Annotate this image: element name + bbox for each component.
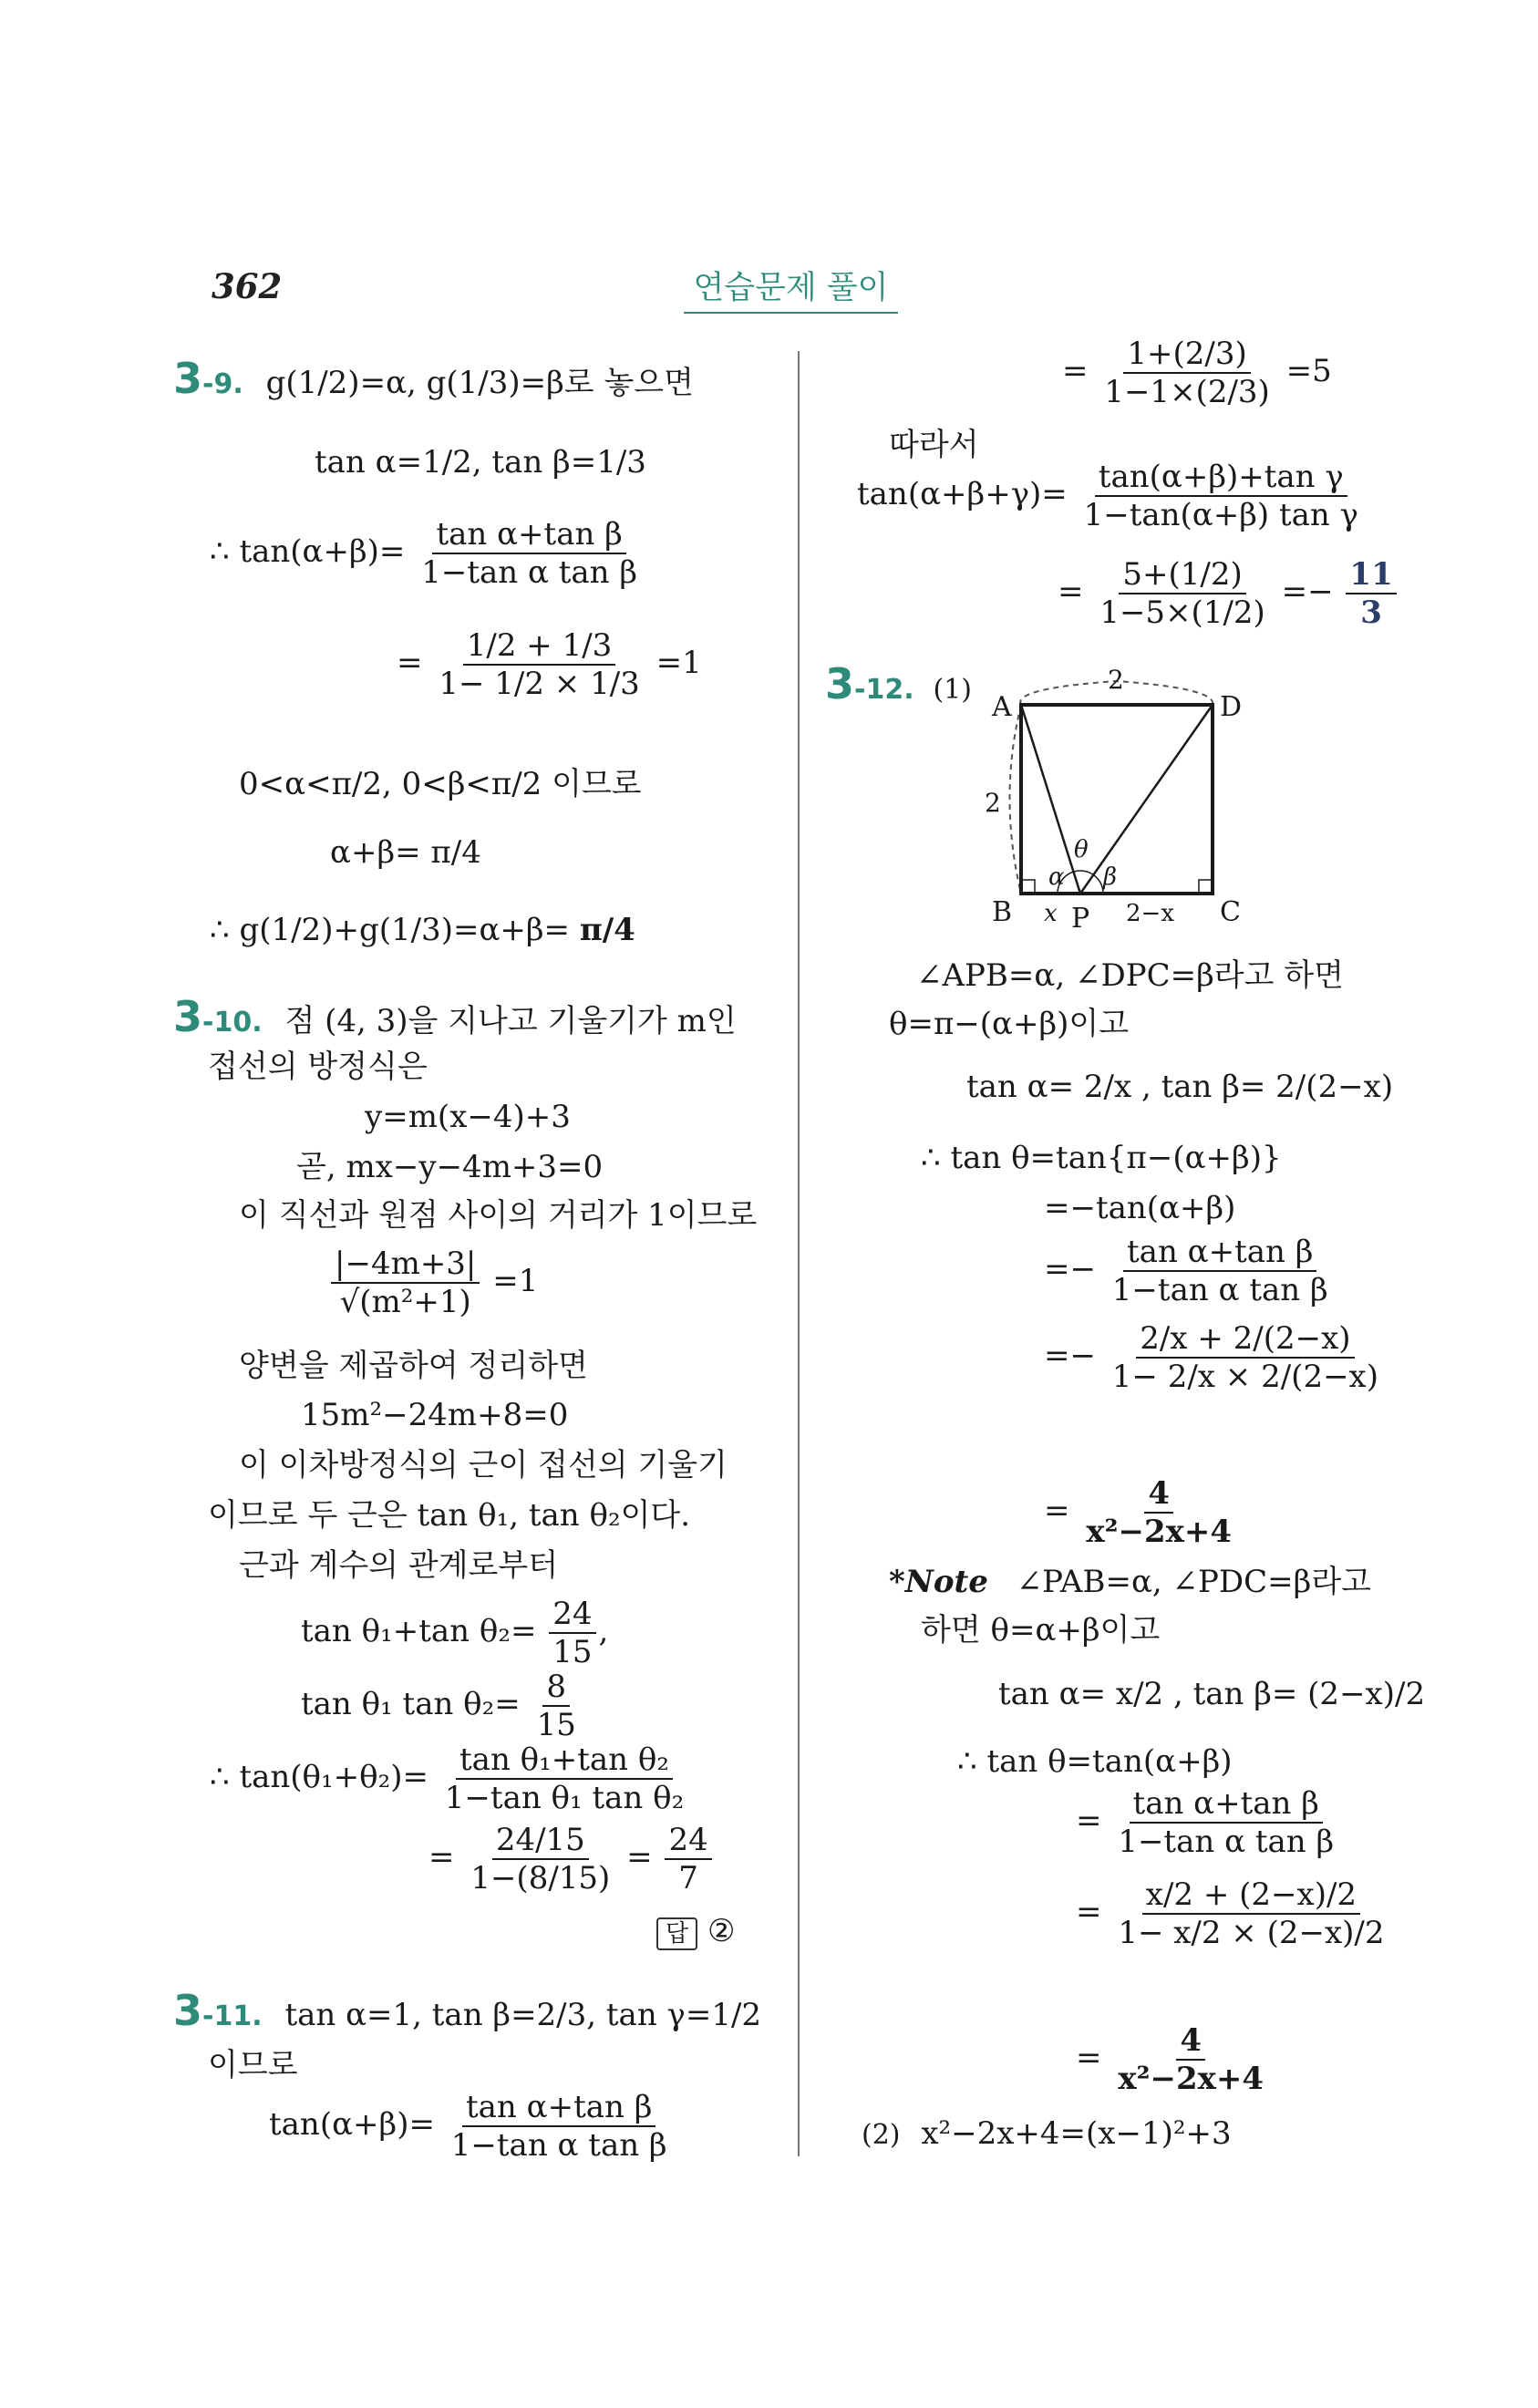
formula-line: tan(α+β+γ)= $\frac{\text{tan(α+β)+tan γ}}{\text{1−tan(α+β) tan γ}}$ (857, 459, 1358, 533)
label-D: D (1220, 691, 1243, 723)
square-diagram (966, 661, 1258, 935)
solution-line: 이 이차방정식의 근이 접선의 기울기 (239, 1447, 728, 1483)
label-rest: 2−x (1126, 900, 1174, 927)
problem-number: 3-11. tan α=1, tan β=2/3, tan γ=1/2 (173, 1986, 762, 2035)
problem-text: g(1/2)=α, g(1/3)=β로 놓으면 (265, 365, 694, 401)
page-number: 362 (212, 266, 283, 306)
solution-line: α+β= π/4 (330, 834, 481, 871)
label-alpha: α (1048, 863, 1065, 891)
formula-line: = $\frac{1/2 + 1/3}{1- 1/2 \times 1/3}$ =1 (397, 627, 702, 702)
problem-text: tan α=1, tan β=2/3, tan γ=1/2 (284, 1997, 762, 2033)
solution-line: y=m(x−4)+3 (365, 1099, 571, 1135)
formula-line: tan(α+β)= $\frac{\text{tan α+tan β}}{\text{1−tan α tan β}}$ (269, 2089, 667, 2164)
formula-line: = $\frac{x/2 + (2-x)/2}{1- x/2 \times (2-x)/2}$ (1076, 1876, 1385, 1951)
formula-line: $\frac{|-4m+3|}{\text{√(m²+1)}}$ =1 (328, 1247, 538, 1318)
label-left-length: 2 (985, 788, 1001, 818)
formula-line: = $\frac{24/15}{1-(8/15)}$ = $\frac{24}{7}$ (428, 1824, 715, 1895)
label-theta: θ (1074, 836, 1089, 863)
solution-line: 곧, mx−y−4m+3=0 (296, 1149, 604, 1185)
formula-line: = $\frac{4}{\text{x²−2x+4}}$ (1076, 2022, 1264, 2097)
label-top-length: 2 (1108, 665, 1124, 695)
formula-line: = $\frac{\text{tan α+tan β}}{\text{1−tan α tan β}}$ (1076, 1785, 1335, 1860)
solution-line: 이므로 두 근은 tan θ₁, tan θ₂이다. (208, 1497, 691, 1534)
formula-line: ∴ tan(θ₁+θ₂)= $\frac{\text{tan θ₁+tan θ₂}}{\text{1−tan θ₁ tan θ₂}}$ (210, 1741, 685, 1816)
solution-line: ∴ tan θ=tan{π−(α+β)} (921, 1140, 1282, 1176)
solution-line: 15m²−24m+8=0 (301, 1397, 569, 1433)
solution-line: tan α= 2/x , tan β= 2/(2−x) (966, 1069, 1394, 1105)
solution-line: 양변을 제곱하여 정리하면 (239, 1348, 588, 1384)
label-A: A (992, 691, 1012, 723)
solution-line: tan α= x/2 , tan β= (2−x)/2 (998, 1676, 1426, 1712)
solution-line: =−tan(α+β) (1044, 1190, 1236, 1226)
problem-number: 3-9. g(1/2)=α, g(1/3)=β로 놓으면 (173, 354, 694, 403)
solution-line: (2) x²−2x+4=(x−1)²+3 (862, 2115, 1232, 2152)
solution-line: 따라서 (889, 427, 979, 463)
solution-line: ∠APB=α, ∠DPC=β라고 하면 (916, 957, 1344, 994)
page-header-title: 연습문제 풀이 (684, 263, 898, 314)
solution-line: 하면 θ=α+β이고 (921, 1612, 1161, 1648)
label-P: P (1071, 903, 1090, 935)
solution-line: ∴ tan θ=tan(α+β) (957, 1743, 1233, 1780)
formula-line: = $\frac{1+(2/3)}{1-1\times(2/3)}$ =5 (1062, 336, 1332, 410)
problem-number: 3-10. 점 (4, 3)을 지나고 기울기가 m인 (173, 992, 737, 1041)
formula-line: =− $\frac{\text{tan α+tan β}}{\text{1−tan α tan β}}$ (1044, 1234, 1328, 1308)
solution-line: θ=π−(α+β)이고 (889, 1006, 1130, 1042)
answer-marker: 답 ② (656, 1913, 735, 1950)
formula-line: = $\frac{5+(1/2)}{1-5\times(1/2)}$ =− $\frac{11}{3}$ (1058, 558, 1399, 629)
solution-line: 근과 계수의 관계로부터 (239, 1547, 559, 1584)
label-beta: β (1103, 863, 1118, 891)
formula-line: ∴ tan(α+β)= $\frac{\text{tan α+tan β}}{\text{1−tan α tan β}}$ (210, 516, 638, 591)
formula-line: = $\frac{4}{\text{x²−2x+4}}$ (1044, 1475, 1233, 1550)
solution-line: 0<α<π/2, 0<β<π/2 이므로 (239, 766, 642, 802)
formula-line: =− $\frac{2/x + 2/(2-x)}{1- 2/x \times 2/(2-x)}$ (1044, 1320, 1379, 1395)
label-C: C (1220, 896, 1241, 928)
problem-text: 점 (4, 3)을 지나고 기울기가 m인 (284, 1003, 737, 1039)
formula-line: ∴ g(1/2)+g(1/3)=α+β= π/4 (210, 912, 635, 948)
solution-line: tan α=1/2, tan β=1/3 (315, 444, 646, 481)
formula-line: tan θ₁+tan θ₂= $\frac{24}{15}$ , (301, 1596, 609, 1670)
solution-line: 접선의 방정식은 (208, 1049, 428, 1085)
solution-line: 이므로 (208, 2047, 298, 2083)
problem-number: 3-12. (1) (825, 659, 972, 708)
solution-line: 이 직선과 원점 사이의 거리가 1이므로 (239, 1197, 758, 1234)
label-B: B (992, 896, 1013, 928)
label-x: x (1044, 900, 1058, 927)
column-divider (798, 351, 800, 2156)
note-line: *Note ∠PAB=α, ∠PDC=β라고 (889, 1564, 1372, 1600)
formula-line: tan θ₁ tan θ₂= $\frac{8}{15}$ (301, 1669, 576, 1743)
